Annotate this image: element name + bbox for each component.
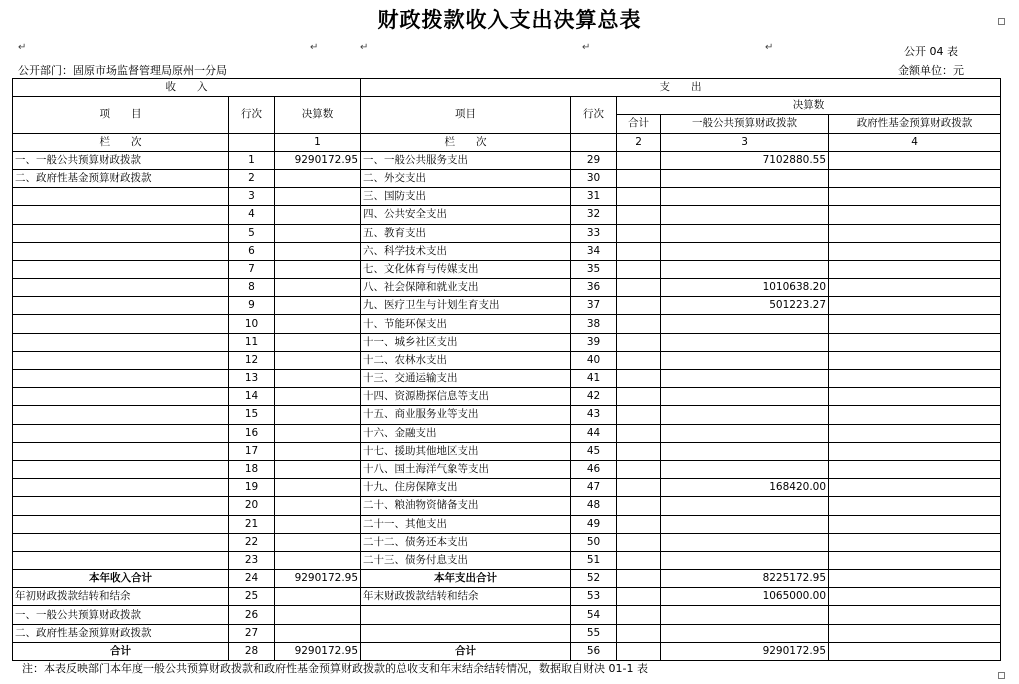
- general-budget-header: 一般公共预算财政拨款: [661, 115, 829, 133]
- expense-general-cell: [661, 606, 829, 624]
- expense-item-cell: 三、国防支出: [361, 188, 571, 206]
- income-amount-cell: [275, 424, 361, 442]
- expense-fund-cell: [829, 533, 1001, 551]
- paragraph-mark: ↵: [765, 42, 774, 53]
- expense-total-cell: [617, 333, 661, 351]
- income-line-cell: 12: [229, 351, 275, 369]
- table-row: [13, 460, 1001, 478]
- income-line-cell: 5: [229, 224, 275, 242]
- expense-item-cell: 十八、国土海洋气象等支出: [361, 460, 571, 478]
- income-line-cell: 21: [229, 515, 275, 533]
- expense-total-cell: [617, 260, 661, 278]
- expense-general-cell: 9290172.95: [661, 642, 829, 660]
- income-amount-cell: 9290172.95: [275, 570, 361, 588]
- expense-line-cell: 52: [571, 570, 617, 588]
- expense-line-cell: 44: [571, 424, 617, 442]
- income-item-cell: 一、一般公共预算财政拨款: [13, 151, 229, 169]
- income-amount-cell: [275, 515, 361, 533]
- expense-total-cell: [617, 315, 661, 333]
- col-index-2: 2: [617, 133, 661, 151]
- expense-fund-cell: [829, 606, 1001, 624]
- expense-fund-cell: [829, 224, 1001, 242]
- expense-line-cell: 54: [571, 606, 617, 624]
- expense-line-cell: 50: [571, 533, 617, 551]
- expense-general-cell: [661, 497, 829, 515]
- expense-total-cell: [617, 588, 661, 606]
- expense-fund-cell: [829, 642, 1001, 660]
- expense-total-cell: [617, 515, 661, 533]
- expense-total-cell: [617, 151, 661, 169]
- expense-section-header: 支 出: [361, 79, 1001, 97]
- income-item-cell: [13, 188, 229, 206]
- income-line-cell: 26: [229, 606, 275, 624]
- expense-fund-cell: [829, 260, 1001, 278]
- expense-line-cell: 48: [571, 497, 617, 515]
- table-row: [13, 515, 1001, 533]
- expense-total-cell: [617, 442, 661, 460]
- income-amount-cell: [275, 624, 361, 642]
- expense-fund-cell: [829, 497, 1001, 515]
- income-amount-cell: [275, 297, 361, 315]
- expense-line-cell: 51: [571, 551, 617, 569]
- table-row: [13, 188, 1001, 206]
- expense-item-cell: 八、社会保障和就业支出: [361, 279, 571, 297]
- expense-total-cell: [617, 606, 661, 624]
- income-amount-cell: [275, 260, 361, 278]
- expense-line-cell: 30: [571, 169, 617, 187]
- income-amount-cell: [275, 551, 361, 569]
- expense-line-cell: 34: [571, 242, 617, 260]
- income-amount-cell: [275, 460, 361, 478]
- expense-line-cell: 38: [571, 315, 617, 333]
- income-line-cell: 1: [229, 151, 275, 169]
- income-line-cell: 4: [229, 206, 275, 224]
- income-line-cell: 20: [229, 497, 275, 515]
- income-amount-cell: [275, 315, 361, 333]
- income-amount-cell: [275, 533, 361, 551]
- table-resize-icon[interactable]: [998, 672, 1005, 679]
- income-section-header: 收 入: [13, 79, 361, 97]
- income-item-cell: [13, 351, 229, 369]
- income-item-header: 项 目: [13, 97, 229, 133]
- income-item-cell: 合计: [13, 642, 229, 660]
- income-item-cell: 一、一般公共预算财政拨款: [13, 606, 229, 624]
- expense-final-header: 决算数: [617, 97, 1001, 115]
- expense-general-cell: 501223.27: [661, 297, 829, 315]
- income-line-cell: 23: [229, 551, 275, 569]
- expense-fund-cell: [829, 460, 1001, 478]
- expense-general-cell: [661, 188, 829, 206]
- paragraph-mark: ↵: [310, 42, 319, 53]
- budget-table: [12, 78, 1001, 661]
- expense-line-cell: 37: [571, 297, 617, 315]
- expense-total-cell: [617, 206, 661, 224]
- summary-row: [13, 570, 1001, 588]
- expense-line-cell: 39: [571, 333, 617, 351]
- income-item-cell: [13, 533, 229, 551]
- expense-total-cell: [617, 406, 661, 424]
- expense-general-cell: [661, 551, 829, 569]
- expense-item-cell: 二十二、债务还本支出: [361, 533, 571, 551]
- expense-line-cell: 41: [571, 370, 617, 388]
- income-item-cell: [13, 442, 229, 460]
- expense-general-cell: [661, 315, 829, 333]
- income-item-cell: [13, 406, 229, 424]
- expense-fund-cell: [829, 188, 1001, 206]
- income-line-cell: 6: [229, 242, 275, 260]
- expense-fund-cell: [829, 242, 1001, 260]
- income-amount-cell: 9290172.95: [275, 151, 361, 169]
- income-item-cell: [13, 260, 229, 278]
- summary-row: [13, 624, 1001, 642]
- expense-general-cell: [661, 533, 829, 551]
- expense-line-cell: 42: [571, 388, 617, 406]
- income-col-label: 栏 次: [13, 133, 229, 151]
- paragraph-mark: ↵: [582, 42, 591, 53]
- income-item-cell: [13, 460, 229, 478]
- income-amount-cell: [275, 606, 361, 624]
- expense-fund-cell: [829, 151, 1001, 169]
- expense-general-cell: [661, 624, 829, 642]
- income-amount-cell: [275, 442, 361, 460]
- income-line-cell: 2: [229, 169, 275, 187]
- table-row: [13, 497, 1001, 515]
- expense-total-cell: [617, 497, 661, 515]
- expense-item-cell: 二、外交支出: [361, 169, 571, 187]
- expense-fund-cell: [829, 424, 1001, 442]
- table-row: [13, 279, 1001, 297]
- expense-general-cell: [661, 260, 829, 278]
- income-item-cell: [13, 333, 229, 351]
- expense-line-cell: 47: [571, 479, 617, 497]
- expense-item-cell: 一、一般公共服务支出: [361, 151, 571, 169]
- table-row: [13, 479, 1001, 497]
- table-row: [13, 533, 1001, 551]
- table-row: [13, 224, 1001, 242]
- income-line-cell: 22: [229, 533, 275, 551]
- expense-line-cell: 53: [571, 588, 617, 606]
- expense-line-cell: 36: [571, 279, 617, 297]
- expense-line-cell: 43: [571, 406, 617, 424]
- expense-fund-cell: [829, 624, 1001, 642]
- expense-item-cell: [361, 606, 571, 624]
- income-item-cell: [13, 297, 229, 315]
- table-row: [13, 388, 1001, 406]
- expense-total-cell: [617, 169, 661, 187]
- income-item-cell: [13, 315, 229, 333]
- expense-general-cell: [661, 515, 829, 533]
- expense-general-cell: [661, 351, 829, 369]
- summary-row: [13, 588, 1001, 606]
- income-amount-header: 决算数: [275, 97, 361, 133]
- expense-total-cell: [617, 533, 661, 551]
- expense-item-cell: 二十三、债务付息支出: [361, 551, 571, 569]
- summary-row: [13, 606, 1001, 624]
- income-line-cell: 3: [229, 188, 275, 206]
- income-amount-cell: [275, 279, 361, 297]
- income-amount-cell: [275, 188, 361, 206]
- expense-line-cell: 29: [571, 151, 617, 169]
- expense-item-cell: 十七、援助其他地区支出: [361, 442, 571, 460]
- paragraph-mark: ↵: [360, 42, 369, 53]
- expense-item-cell: 合计: [361, 642, 571, 660]
- expense-general-cell: [661, 242, 829, 260]
- income-item-cell: [13, 388, 229, 406]
- form-code: 公开 04 表: [904, 45, 958, 58]
- expense-line-cell: 46: [571, 460, 617, 478]
- expense-general-cell: 1065000.00: [661, 588, 829, 606]
- expense-line-cell: 49: [571, 515, 617, 533]
- income-amount-cell: [275, 224, 361, 242]
- expense-fund-cell: [829, 588, 1001, 606]
- expense-col-label: 栏 次: [361, 133, 571, 151]
- expense-general-cell: [661, 388, 829, 406]
- table-row: [13, 151, 1001, 169]
- table-row: [13, 333, 1001, 351]
- income-line-cell: 27: [229, 624, 275, 642]
- expense-total-cell: [617, 570, 661, 588]
- expense-general-cell: 7102880.55: [661, 151, 829, 169]
- income-amount-cell: [275, 388, 361, 406]
- section-header-row: [13, 79, 1001, 97]
- expense-fund-cell: [829, 169, 1001, 187]
- expense-fund-cell: [829, 351, 1001, 369]
- income-amount-cell: [275, 169, 361, 187]
- expense-total-cell: [617, 242, 661, 260]
- income-amount-cell: 9290172.95: [275, 642, 361, 660]
- expense-item-cell: 十三、交通运输支出: [361, 370, 571, 388]
- expense-fund-cell: [829, 315, 1001, 333]
- table-note: 注：本表反映部门本年度一般公共预算财政拨款和政府性基金预算财政拨款的总收支和年末结余结转情况，数据取自财决 01-1 表: [22, 662, 648, 675]
- expense-item-cell: 十二、农林水支出: [361, 351, 571, 369]
- table-row: [13, 551, 1001, 569]
- income-item-cell: [13, 206, 229, 224]
- income-line-cell: 13: [229, 370, 275, 388]
- expense-general-cell: [661, 169, 829, 187]
- expense-fund-cell: [829, 551, 1001, 569]
- table-row: [13, 242, 1001, 260]
- expense-total-cell: [617, 624, 661, 642]
- expense-general-cell: 8225172.95: [661, 570, 829, 588]
- expense-general-cell: [661, 406, 829, 424]
- expense-fund-cell: [829, 333, 1001, 351]
- paragraph-mark: ↵: [18, 42, 27, 53]
- income-item-cell: 二、政府性基金预算财政拨款: [13, 169, 229, 187]
- table-row: [13, 442, 1001, 460]
- income-line-cell: 11: [229, 333, 275, 351]
- expense-item-cell: 四、公共安全支出: [361, 206, 571, 224]
- column-index-row: [13, 133, 1001, 151]
- expense-item-cell: 二十、粮油物资储备支出: [361, 497, 571, 515]
- income-amount-cell: [275, 370, 361, 388]
- income-line-cell: 8: [229, 279, 275, 297]
- expense-general-cell: [661, 333, 829, 351]
- income-line-cell: 18: [229, 460, 275, 478]
- expense-fund-cell: [829, 297, 1001, 315]
- expense-item-cell: 年末财政拨款结转和结余: [361, 588, 571, 606]
- page-title: 财政拨款收入支出决算总表: [377, 7, 642, 32]
- expense-fund-cell: [829, 279, 1001, 297]
- expense-total-cell: [617, 424, 661, 442]
- table-row: [13, 424, 1001, 442]
- total-header: 合计: [617, 115, 661, 133]
- col-index-3: 3: [661, 133, 829, 151]
- income-item-cell: [13, 242, 229, 260]
- expense-item-header: 项目: [361, 97, 571, 133]
- expense-line-cell: 35: [571, 260, 617, 278]
- expense-item-cell: 十、节能环保支出: [361, 315, 571, 333]
- income-amount-cell: [275, 351, 361, 369]
- expense-fund-cell: [829, 515, 1001, 533]
- expense-fund-cell: [829, 370, 1001, 388]
- income-line-cell: 7: [229, 260, 275, 278]
- expense-general-cell: [661, 224, 829, 242]
- income-item-cell: [13, 370, 229, 388]
- income-amount-cell: [275, 333, 361, 351]
- summary-row: [13, 642, 1001, 660]
- income-item-cell: [13, 424, 229, 442]
- income-amount-cell: [275, 497, 361, 515]
- table-row: [13, 169, 1001, 187]
- expense-line-cell: 33: [571, 224, 617, 242]
- income-item-cell: [13, 224, 229, 242]
- expense-item-cell: 十一、城乡社区支出: [361, 333, 571, 351]
- expense-item-cell: 二十一、其他支出: [361, 515, 571, 533]
- table-row: [13, 370, 1001, 388]
- expense-general-cell: 168420.00: [661, 479, 829, 497]
- expense-item-cell: 十五、商业服务业等支出: [361, 406, 571, 424]
- income-line-cell: 28: [229, 642, 275, 660]
- income-item-cell: 二、政府性基金预算财政拨款: [13, 624, 229, 642]
- expense-fund-cell: [829, 388, 1001, 406]
- income-item-cell: [13, 551, 229, 569]
- income-amount-cell: [275, 406, 361, 424]
- unit-label: 金额单位：元: [898, 64, 964, 77]
- income-line-cell: 19: [229, 479, 275, 497]
- income-line-cell: 10: [229, 315, 275, 333]
- income-item-cell: [13, 479, 229, 497]
- table-handle-icon[interactable]: [998, 18, 1005, 25]
- expense-item-cell: 九、医疗卫生与计划生育支出: [361, 297, 571, 315]
- income-line-cell: 17: [229, 442, 275, 460]
- expense-item-cell: 十六、金融支出: [361, 424, 571, 442]
- expense-fund-cell: [829, 206, 1001, 224]
- expense-line-cell: 32: [571, 206, 617, 224]
- table-row: [13, 206, 1001, 224]
- expense-item-cell: 十九、住房保障支出: [361, 479, 571, 497]
- expense-total-cell: [617, 279, 661, 297]
- table-row: [13, 351, 1001, 369]
- income-line-cell: 14: [229, 388, 275, 406]
- expense-line-cell: 31: [571, 188, 617, 206]
- expense-general-cell: [661, 424, 829, 442]
- expense-general-cell: 1010638.20: [661, 279, 829, 297]
- column-header-row: [13, 97, 1001, 115]
- expense-total-cell: [617, 479, 661, 497]
- expense-line-header: 行次: [571, 97, 617, 133]
- income-amount-cell: [275, 588, 361, 606]
- expense-item-cell: [361, 624, 571, 642]
- income-item-cell: [13, 497, 229, 515]
- expense-fund-cell: [829, 479, 1001, 497]
- income-item-cell: [13, 279, 229, 297]
- col-index-4: 4: [829, 133, 1001, 151]
- income-line-cell: 16: [229, 424, 275, 442]
- expense-fund-cell: [829, 406, 1001, 424]
- expense-general-cell: [661, 460, 829, 478]
- expense-fund-cell: [829, 442, 1001, 460]
- expense-total-cell: [617, 188, 661, 206]
- income-item-cell: 本年收入合计: [13, 570, 229, 588]
- income-line-cell: 9: [229, 297, 275, 315]
- expense-general-cell: [661, 206, 829, 224]
- expense-line-cell: 45: [571, 442, 617, 460]
- table-row: [13, 406, 1001, 424]
- table-row: [13, 297, 1001, 315]
- expense-item-cell: 本年支出合计: [361, 570, 571, 588]
- expense-item-cell: 五、教育支出: [361, 224, 571, 242]
- income-line-cell: 24: [229, 570, 275, 588]
- expense-total-cell: [617, 370, 661, 388]
- income-amount-cell: [275, 479, 361, 497]
- expense-total-cell: [617, 297, 661, 315]
- expense-line-cell: 55: [571, 624, 617, 642]
- fund-budget-header: 政府性基金预算财政拨款: [829, 115, 1001, 133]
- expense-total-cell: [617, 224, 661, 242]
- expense-total-cell: [617, 551, 661, 569]
- income-line-cell: 15: [229, 406, 275, 424]
- income-amount-cell: [275, 242, 361, 260]
- empty-cell: [229, 133, 275, 151]
- income-amount-cell: [275, 206, 361, 224]
- income-item-cell: [13, 515, 229, 533]
- expense-total-cell: [617, 388, 661, 406]
- expense-line-cell: 40: [571, 351, 617, 369]
- table-row: [13, 315, 1001, 333]
- expense-line-cell: 56: [571, 642, 617, 660]
- expense-item-cell: 七、文化体育与传媒支出: [361, 260, 571, 278]
- expense-general-cell: [661, 442, 829, 460]
- income-line-cell: 25: [229, 588, 275, 606]
- expense-general-cell: [661, 370, 829, 388]
- income-line-header: 行次: [229, 97, 275, 133]
- expense-fund-cell: [829, 570, 1001, 588]
- expense-total-cell: [617, 351, 661, 369]
- department-label: 公开部门：固原市场监督管理局原州一分局: [18, 64, 227, 77]
- expense-item-cell: 十四、资源勘探信息等支出: [361, 388, 571, 406]
- table-row: [13, 260, 1001, 278]
- col-index-1: 1: [275, 133, 361, 151]
- empty-cell: [571, 133, 617, 151]
- income-item-cell: 年初财政拨款结转和结余: [13, 588, 229, 606]
- expense-total-cell: [617, 460, 661, 478]
- expense-total-cell: [617, 642, 661, 660]
- expense-item-cell: 六、科学技术支出: [361, 242, 571, 260]
